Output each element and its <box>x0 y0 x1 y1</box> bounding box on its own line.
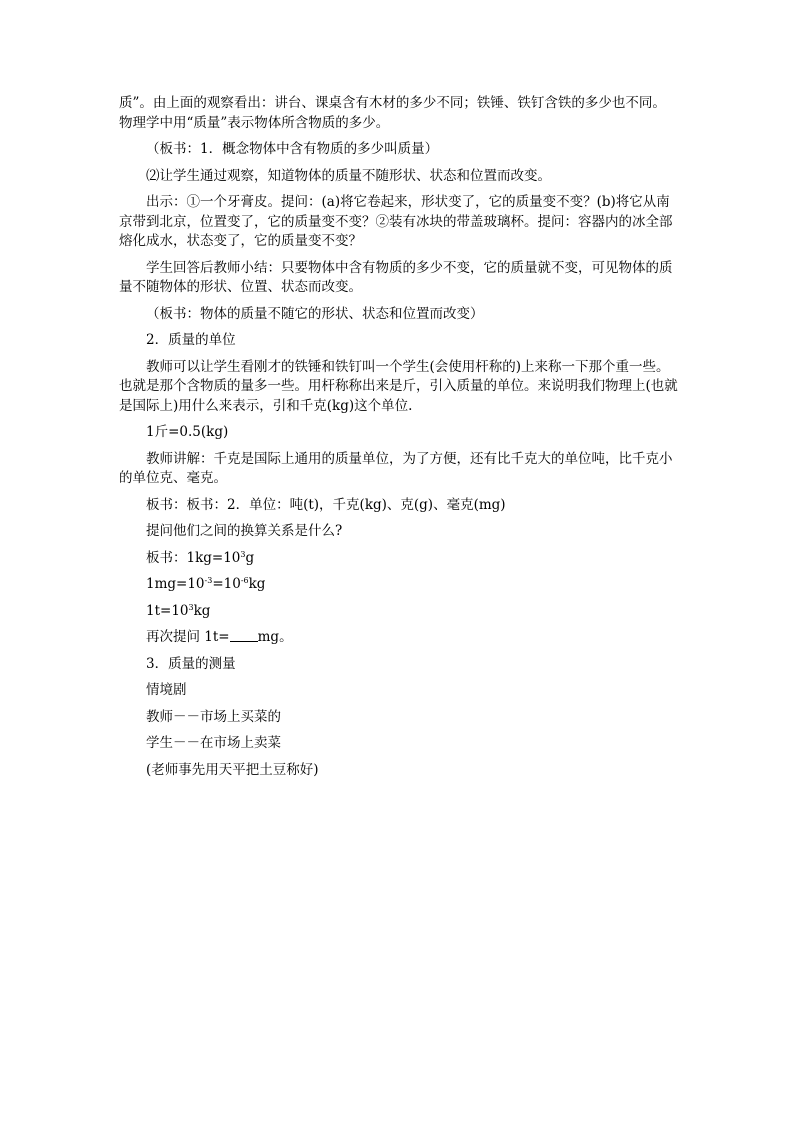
paragraph-demonstration: 出示：①一个牙膏皮。提问：(a)将它卷起来，形状变了，它的质量变不变？(b)将它从南京带到北京，位置变了，它的质量变不变？②装有冰块的带盖玻璃杯。提问：容器内的冰全部熔化成水，状态变了，它的质量变不变？ <box>119 194 673 249</box>
formula-text: 1t=10 <box>146 602 189 619</box>
formula-text: 再次提问 1t= <box>146 629 230 645</box>
formula-text: kg <box>248 576 266 592</box>
formula-exponent: -3 <box>204 576 213 585</box>
paragraph-board-note-1: （板书：1．概念物体中含有物质的多少叫质量） <box>146 141 439 157</box>
paragraph-board-note-2: （板书：物体的质量不随它的形状、状态和位置而改变） <box>146 305 484 322</box>
formula-t-to-kg <box>119 602 679 622</box>
paragraph-mass-definition: 质”。由上面的观察看出：讲台、课桌含有木材的多少不同；铁锤、铁钉含铁的多少也不同。物理学中用“质量”表示物体所含物质的多少。 <box>119 95 666 131</box>
paragraph-teacher-summary: 学生回答后教师小结：只要物体中含有物质的多少不变，它的质量就不变，可见物体的质量不随物体的形状、位置、状态而改变。 <box>119 259 673 295</box>
formula-text: 1mg=10 <box>146 576 205 592</box>
formula-t-to-mg-question <box>119 628 679 648</box>
formula-exponent: 3 <box>188 602 194 612</box>
formula-text: =10 <box>212 576 241 592</box>
paragraph-board-units: 板书：板书：2．单位：吨(t)，千克(kg)、克(g)、毫克(mg) <box>146 496 506 513</box>
formula-text: 板书：1kg=10 <box>146 549 241 566</box>
paragraph-unit-intro: 教师可以让学生看刚才的铁锤和铁钉叫一个学生(会使用杆称的)上来称一下那个重一些。也就是那个含物质的量多一些。用杆称称出来是斤，引入质量的单位。来说明我们物理上(也就是国际上)用什么来表示，引和千克(kg)这个单位. <box>119 358 678 414</box>
paragraph-role-play: 情境剧 <box>146 682 187 698</box>
formula-exponent: -6 <box>240 576 249 585</box>
paragraph-jin-conversion: 1斤=0.5(kg) <box>146 424 229 440</box>
fill-in-blank <box>230 629 258 642</box>
formula-text: kg <box>193 602 211 619</box>
section-heading-mass-measurement: 3．质量的测量 <box>146 655 236 672</box>
section-heading-mass-unit: 2．质量的单位 <box>146 332 236 348</box>
paragraph-conversion-question: 提问他们之间的换算关系是什么? <box>146 523 343 539</box>
paragraph-stage-note: (老师事先用天平把土豆称好) <box>146 761 319 778</box>
paragraph-observation: ⑵让学生通过观察，知道物体的质量不随形状、状态和位置而改变。 <box>146 167 551 184</box>
formula-kg-to-g <box>119 549 679 569</box>
paragraph-role-student: 学生－－在市场上卖菜 <box>146 735 281 751</box>
formula-text: mg。 <box>257 629 293 645</box>
formula-mg-to-kg <box>119 575 679 595</box>
paragraph-role-teacher: 教师－－市场上买菜的 <box>146 708 281 725</box>
document-body <box>119 94 679 780</box>
paragraph-teacher-explain: 教师讲解：千克是国际上通用的质量单位，为了方便，还有比千克大的单位吨，比千克小的单位克、毫克。 <box>119 450 673 486</box>
formula-exponent: 3 <box>240 549 246 559</box>
formula-text: g <box>245 549 255 566</box>
